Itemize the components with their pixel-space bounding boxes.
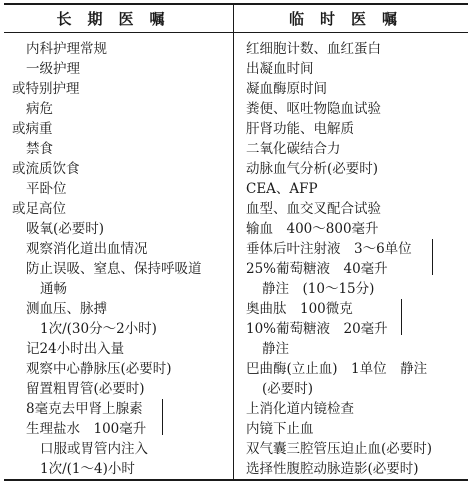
left-row: 禁食: [26, 141, 53, 157]
right-row: 凝血酶原时间: [246, 81, 327, 97]
left-row: 或流质饮食: [12, 161, 80, 177]
left-row: 吸氧(必要时): [26, 221, 105, 237]
left-row: 病危: [26, 101, 53, 117]
left-row: 8毫克去甲肾上腺素: [26, 401, 143, 417]
right-row: 内镜下止血: [246, 421, 314, 437]
right-row: 双气囊三腔管压迫止血(必要时): [246, 441, 433, 457]
right-row: 血型、血交叉配合试验: [246, 201, 381, 217]
right-row: 垂体后叶注射液 3～6单位: [246, 241, 412, 257]
left-row: 防止误吸、窒息、保持呼吸道: [26, 261, 202, 277]
left-row: 口服或胃管内注入: [40, 441, 148, 457]
right-row: 输血 400～800毫升: [246, 221, 379, 237]
left-row: 测血压、脉搏: [26, 301, 107, 317]
left-row: 内科护理常规: [26, 41, 107, 57]
right-row: 出凝血时间: [246, 61, 314, 77]
left-row: 观察中心静脉压(必要时): [26, 361, 172, 377]
header-bottom-rule: [4, 32, 468, 33]
right-row: 25%葡萄糖液 40毫升: [246, 261, 388, 277]
right-row: 静注 (10～15分): [262, 281, 375, 297]
left-group-bracket: [162, 399, 163, 435]
left-row: 一级护理: [26, 61, 80, 77]
right-row: 上消化道内镜检查: [246, 401, 354, 417]
left-row: 或特别护理: [12, 81, 80, 97]
left-row: 平卧位: [26, 181, 67, 197]
right-group-bracket-2: [401, 299, 402, 335]
left-row: 观察消化道出血情况: [26, 241, 148, 257]
right-row: 动脉血气分析(必要时): [246, 161, 379, 177]
right-row: 肝肾功能、电解质: [246, 121, 354, 137]
left-row: 生理盐水 100毫升: [26, 421, 147, 437]
left-row: 或病重: [12, 121, 53, 137]
header-long-term: 长期医嘱: [56, 9, 181, 28]
right-row: 二氧化碳结合力: [246, 141, 341, 157]
right-row: 红细胞计数、血红蛋白: [246, 41, 381, 57]
left-row: 记24小时出入量: [26, 341, 125, 357]
right-row: CEA、AFP: [246, 181, 318, 197]
column-divider: [233, 4, 234, 480]
header-temporary: 临时医嘱: [288, 9, 413, 28]
right-row: (必要时): [262, 381, 314, 397]
left-row: 1次/(30分～2小时): [40, 321, 157, 337]
left-row: 通畅: [40, 281, 67, 297]
right-row: 选择性腹腔动脉造影(必要时): [246, 461, 419, 477]
right-row: 巴曲酶(立止血) 1单位 静注: [246, 361, 428, 377]
right-row: 粪便、呕吐物隐血试验: [246, 101, 381, 117]
left-row: 或足高位: [12, 201, 66, 217]
table-bottom-rule: [4, 479, 468, 481]
right-row: 静注: [262, 341, 289, 357]
left-row: 留置粗胃管(必要时): [26, 381, 145, 397]
right-group-bracket-1: [432, 239, 433, 275]
right-row: 奥曲肽 100微克: [246, 301, 353, 317]
left-row: 1次/(1～4)小时: [40, 461, 135, 477]
right-row: 10%葡萄糖液 20毫升: [246, 321, 388, 337]
